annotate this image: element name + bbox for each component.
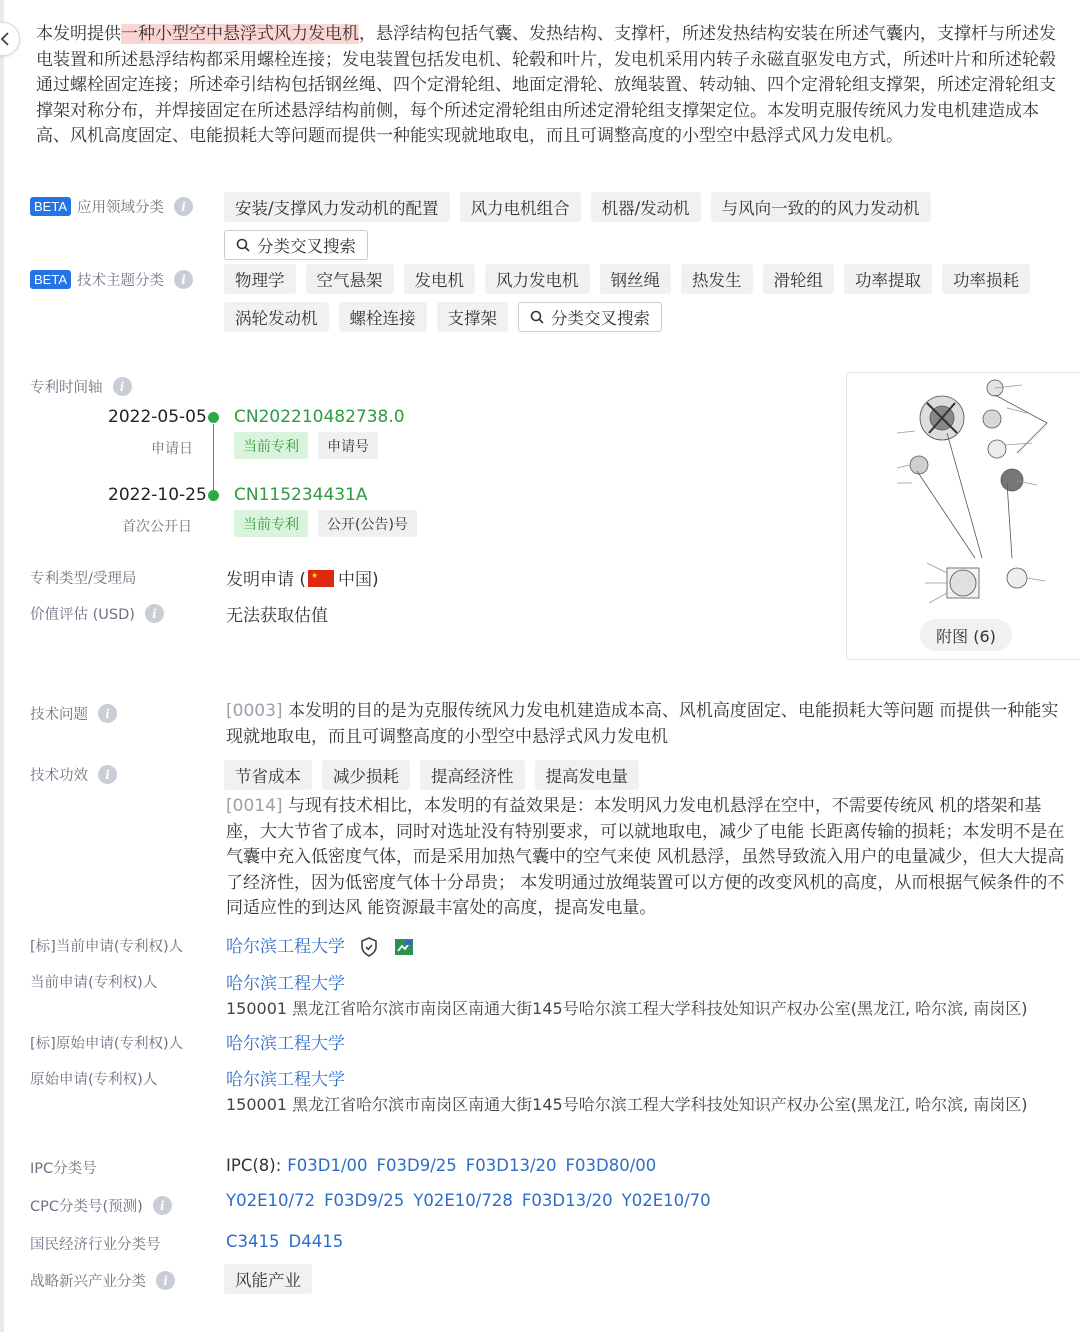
shield-icon[interactable] — [360, 937, 378, 957]
tech-topic-label: BETA 技术主题分类 i — [30, 269, 193, 290]
company-profile-icon[interactable] — [394, 938, 414, 956]
number-type-badge: 公开(公告)号 — [318, 510, 417, 537]
info-icon[interactable]: i — [98, 765, 117, 784]
industry-code-link[interactable]: D4415 — [288, 1232, 344, 1251]
timeline-date: 2022-05-05 — [108, 407, 207, 427]
topic-tag[interactable]: 物理学 — [224, 264, 296, 294]
applicant-link[interactable]: 哈尔滨工程大学 — [226, 937, 345, 957]
number-type-badge: 申请号 — [318, 432, 378, 459]
tech-problem-label: 技术问题 i — [30, 703, 117, 724]
patent-type-value: 发明申请 ( ★ 中国) — [226, 570, 379, 590]
industry-codes — [226, 1232, 343, 1251]
ipc-code-link[interactable]: F03D1/00 — [287, 1156, 368, 1175]
chevron-left-icon — [0, 32, 10, 46]
application-domain-tags — [224, 192, 1024, 260]
cpc-label: CPC分类号(预测) i — [30, 1195, 172, 1216]
std-current-applicant-value — [226, 932, 414, 957]
topic-tag[interactable]: 风力发电机 — [485, 264, 590, 294]
patent-type-label: 专利类型/受理局 — [30, 571, 137, 587]
std-original-applicant-label: [标]原始申请(专利权)人 — [30, 1036, 184, 1052]
ipc-label: IPC分类号 — [30, 1161, 97, 1177]
topic-tag[interactable]: 支撑架 — [437, 302, 509, 332]
info-icon[interactable]: i — [145, 604, 164, 623]
info-icon[interactable]: i — [174, 197, 193, 216]
effect-tag[interactable]: 提高发电量 — [535, 760, 640, 790]
cpc-code-link[interactable]: Y02E10/728 — [413, 1191, 513, 1210]
original-applicant-address: 150001 黑龙江省哈尔滨市南岗区南通大街145号哈尔滨工程大学科技处知识产权办公室(黑龙江, 哈尔滨, 南岗区) — [226, 1095, 1028, 1114]
tech-effect-label: 技术功效 i — [30, 764, 117, 785]
effect-tag[interactable]: 减少损耗 — [322, 760, 410, 790]
tech-topic-tags — [224, 264, 1054, 332]
timeline-date: 2022-10-25 — [108, 485, 207, 505]
domain-tag[interactable]: 安装/支撑风力发动机的配置 — [224, 192, 450, 222]
timeline-dot — [208, 412, 219, 423]
current-patent-badge: 当前专利 — [234, 510, 308, 537]
original-applicant-label: 原始申请(专利权)人 — [30, 1072, 158, 1088]
collapse-panel-button[interactable] — [0, 22, 20, 56]
timeline-date-label: 首次公开日 — [122, 519, 192, 535]
cpc-code-link[interactable]: Y02E10/70 — [621, 1191, 711, 1210]
topic-tag[interactable]: 功率损耗 — [942, 264, 1030, 294]
patent-drawing-thumbnail[interactable] — [846, 372, 1080, 660]
industry-label: 国民经济行业分类号 — [30, 1237, 161, 1253]
cpc-code-link[interactable]: F03D9/25 — [324, 1191, 405, 1210]
current-patent-badge: 当前专利 — [234, 432, 308, 459]
application-domain-label: BETA 应用领域分类 i — [30, 196, 193, 217]
effect-tag[interactable]: 提高经济性 — [420, 760, 525, 790]
cpc-code-link[interactable]: Y02E10/72 — [226, 1191, 316, 1210]
domain-cross-search-button[interactable]: 分类交叉搜索 — [224, 230, 368, 260]
info-icon[interactable]: i — [156, 1271, 175, 1290]
wind-turbine-drawing — [887, 373, 1057, 613]
valuation-value: 无法获取估值 — [226, 606, 328, 626]
current-applicant-address: 150001 黑龙江省哈尔滨市南岗区南通大街145号哈尔滨工程大学科技处知识产权办公室(黑龙江, 哈尔滨, 南岗区) — [226, 999, 1028, 1018]
figures-button[interactable]: 附图 (6) — [920, 619, 1012, 651]
info-icon[interactable]: i — [113, 377, 132, 396]
china-flag-icon: ★ — [308, 570, 334, 587]
ipc-code-link[interactable]: F03D13/20 — [465, 1156, 557, 1175]
info-icon[interactable]: i — [98, 704, 117, 723]
abstract-text: 本发明提供一种小型空中悬浮式风力发电机，悬浮结构包括气囊、发热结构、支撑杆，所述发热结构安装在所述气囊内，支撑杆与所述发 电装置和所述悬浮结构都采用螺栓连接；发电装置包括发电机、轮毂和叶片，发电机采用内转子永磁直驱发电方式，所述叶片和所述轮毂 通过螺栓固定连接；所述牵引结构包括钢丝绳、四个定滑轮组、地面定滑轮、放绳装置、转动轴、四个定滑轮组支撑架，所述定滑轮组支 撑架对称分布，并焊接固定在所述悬浮结构前侧，每个所述定滑轮组由所述定滑轮组支撑架定位。本发明克服传统风力发电机建造成本 高、风机高度固定、电能损耗大等问题而提供一种能实现就地取电，而且可调整高度的小型空中悬浮式风力发电机。 — [36, 24, 1056, 146]
valuation-label: 价值评估 (USD) i — [30, 603, 164, 624]
domain-tag[interactable]: 风力电机组合 — [460, 192, 581, 222]
tech-effect-text: [0014] 与现有技术相比，本发明的有益效果是：本发明风力发电机悬浮在空中，不需要传统风 机的塔架和基 座，大大节省了成本，同时对选址没有特别要求，可以就地取电，减少了电能 长距离传输的损耗；本发明不是在 气囊中充入低密度气体，而是采用加热气囊中的空气来使 风机悬浮，虽然导致流入用户的电量减少，但大大提高 了经济性，因为低密度气体十分昂贵； 本发明通过放绳装置可以方便的改变风机的高度，从而根据气候条件的不 同适应性的到达风 能资源最丰富处的高度，提高发电量。 — [226, 796, 1065, 918]
ipc-code-link[interactable]: F03D9/25 — [376, 1156, 457, 1175]
topic-tag[interactable]: 滑轮组 — [763, 264, 835, 294]
info-icon[interactable]: i — [174, 270, 193, 289]
current-applicant-label: 当前申请(专利权)人 — [30, 975, 158, 991]
application-number-link[interactable]: CN202210482738.0 — [234, 407, 405, 427]
effect-tag[interactable]: 节省成本 — [224, 760, 312, 790]
timeline-connector — [213, 424, 214, 496]
topic-cross-search-button[interactable]: 分类交叉搜索 — [518, 302, 662, 332]
std-current-applicant-label: [标]当前申请(专利权)人 — [30, 939, 184, 955]
ipc-codes — [226, 1156, 656, 1175]
info-icon[interactable]: i — [153, 1196, 172, 1215]
std-original-applicant-link[interactable]: 哈尔滨工程大学 — [226, 1034, 345, 1054]
topic-tag[interactable]: 功率提取 — [844, 264, 932, 294]
ipc-prefix: IPC(8): — [226, 1156, 282, 1175]
topic-tag[interactable]: 钢丝绳 — [600, 264, 672, 294]
topic-tag[interactable]: 热发生 — [681, 264, 753, 294]
emerging-industry-tag[interactable]: 风能产业 — [224, 1264, 312, 1294]
timeline-dot — [208, 490, 219, 501]
abstract-highlight: 一种小型空中悬浮式风力发电机 — [121, 24, 359, 44]
search-icon — [530, 310, 544, 324]
ipc-code-link[interactable]: F03D80/00 — [565, 1156, 657, 1175]
cpc-codes — [226, 1191, 711, 1210]
original-applicant-link[interactable]: 哈尔滨工程大学 — [226, 1070, 345, 1090]
tech-problem-text: [0003] 本发明的目的是为克服传统风力发电机建造成本高、风机高度固定、电能损耗大等问题 而提供一种能实 现就地取电，而且可调整高度的小型空中悬浮式风力发电机 — [226, 701, 1059, 747]
publication-number-link[interactable]: CN115234431A — [234, 485, 368, 505]
domain-tag[interactable]: 机器/发动机 — [591, 192, 701, 222]
topic-tag[interactable]: 涡轮发动机 — [224, 302, 329, 332]
industry-code-link[interactable]: C3415 — [226, 1232, 280, 1251]
topic-tag[interactable]: 空气悬架 — [306, 264, 394, 294]
tech-effect-tags — [224, 760, 1024, 790]
timeline-label: 专利时间轴 i — [30, 376, 132, 397]
left-panel-border — [0, 0, 4, 1332]
cpc-code-link[interactable]: F03D13/20 — [521, 1191, 613, 1210]
topic-tag[interactable]: 螺栓连接 — [339, 302, 427, 332]
domain-tag[interactable]: 与风向一致的的风力发动机 — [711, 192, 931, 222]
topic-tag[interactable]: 发电机 — [404, 264, 476, 294]
emerging-industry-tags — [224, 1264, 312, 1294]
emerging-industry-label: 战略新兴产业分类 i — [30, 1270, 175, 1291]
current-applicant-link[interactable]: 哈尔滨工程大学 — [226, 974, 345, 994]
timeline-date-label: 申请日 — [151, 441, 193, 457]
search-icon — [236, 238, 250, 252]
